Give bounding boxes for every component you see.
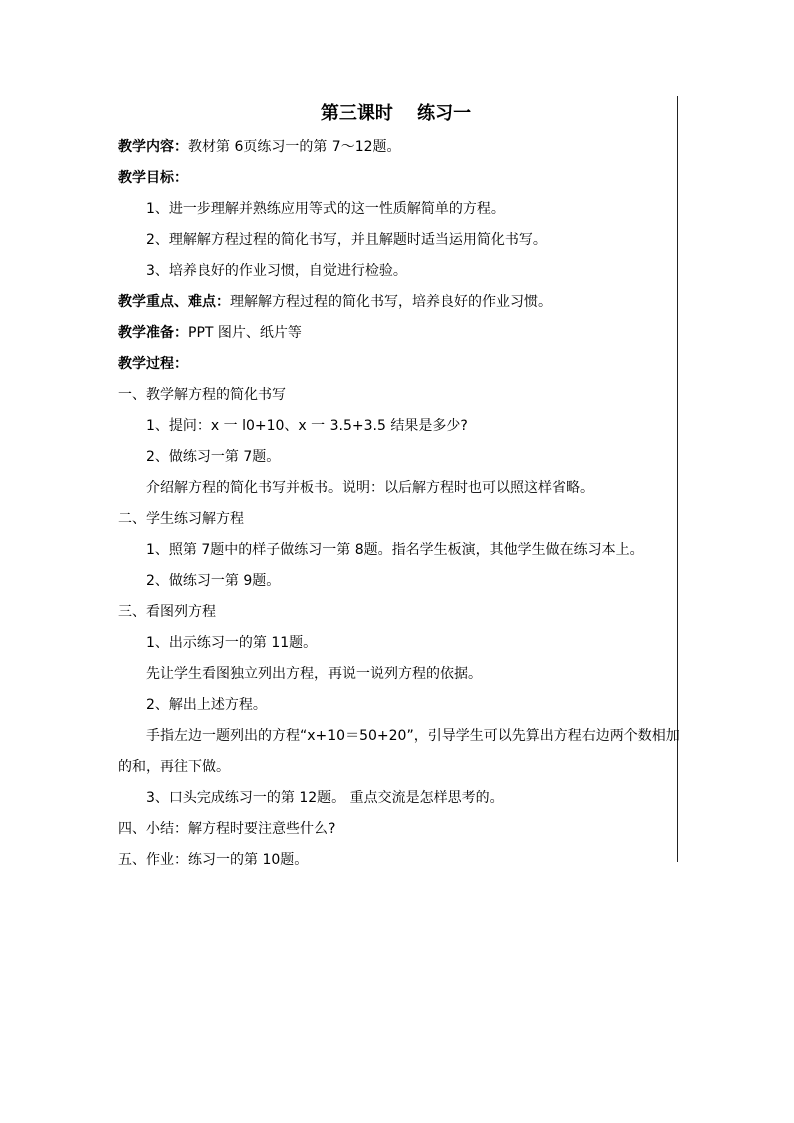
section-line: 2、解出上述方程。 bbox=[146, 697, 267, 713]
section-line: 介绍解方程的简化书写并板书。说明：以后解方程时也可以照这样省略。 bbox=[146, 480, 594, 496]
section-heading: 二、学生练习解方程 bbox=[118, 511, 244, 527]
process-label: 教学过程： bbox=[118, 356, 188, 372]
objective-item: 1、进一步理解并熟练应用等式的这一性质解简单的方程。 bbox=[146, 201, 505, 217]
section-heading: 五、作业：练习一的第 10题。 bbox=[118, 852, 309, 868]
content-label: 教学内容： bbox=[118, 139, 188, 155]
key-points-line bbox=[118, 292, 552, 312]
section-line: 3、口头完成练习一的第 12题。 重点交流是怎样思考的。 bbox=[146, 790, 504, 806]
section-line: 1、照第 7题中的样子做练习一第 8题。指名学生板演，其他学生做在练习本上。 bbox=[146, 542, 644, 558]
objective-item: 3、培养良好的作业习惯，自觉进行检验。 bbox=[146, 263, 407, 279]
preparation-label: 教学准备： bbox=[118, 325, 188, 341]
objectives-label: 教学目标： bbox=[118, 170, 188, 186]
section-line: 先让学生看图独立列出方程，再说一说列方程的依据。 bbox=[146, 666, 482, 682]
section-line: 1、出示练习一的第 11题。 bbox=[146, 635, 318, 651]
key-points-text: 理解解方程过程的简化书写，培养良好的作业习惯。 bbox=[230, 294, 552, 310]
section-line: 手指左边一题列出的方程“x+10＝50+20”，引导学生可以先算出方程右边两个数相加 bbox=[146, 728, 680, 744]
section-line: 2、做练习一第 9题。 bbox=[146, 573, 281, 589]
preparation-text: PPT 图片、纸片等 bbox=[188, 325, 302, 341]
section-line: 1、提问：x 一 l0+10、x 一 3.5+3.5 结果是多少? bbox=[146, 418, 468, 434]
section-line: 2、做练习一第 7题。 bbox=[146, 449, 281, 465]
section-heading: 四、小结：解方程时要注意些什么? bbox=[118, 821, 336, 837]
lesson-title: 第三课时 练习一 bbox=[320, 103, 472, 124]
preparation-line bbox=[118, 323, 302, 343]
section-heading: 三、看图列方程 bbox=[118, 604, 216, 620]
content-line bbox=[118, 137, 401, 157]
section-heading: 一、教学解方程的简化书写 bbox=[118, 387, 286, 403]
objective-item: 2、理解解方程过程的简化书写，并且解题时适当运用简化书写。 bbox=[146, 232, 547, 248]
content-text: 教材第 6页练习一的第 7～12题。 bbox=[188, 139, 401, 155]
section-line: 的和，再往下做。 bbox=[118, 759, 230, 775]
key-points-label: 教学重点、难点： bbox=[118, 294, 230, 310]
page-right-rule bbox=[677, 96, 678, 862]
